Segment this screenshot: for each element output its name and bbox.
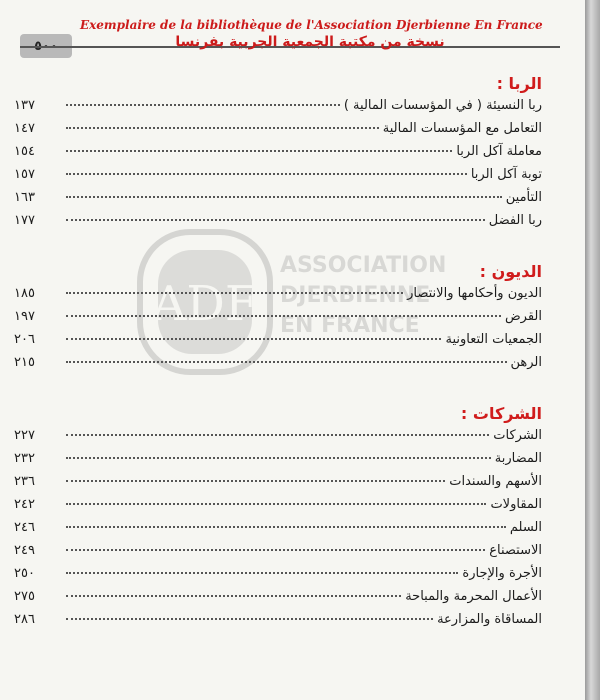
dot-leader	[66, 172, 467, 175]
dot-leader	[66, 433, 489, 436]
entry-title: الاستصناع	[489, 543, 542, 558]
dot-leader	[66, 548, 485, 551]
toc-entry	[14, 98, 542, 121]
toc-entry	[14, 520, 542, 543]
entry-title: التأمين	[505, 190, 542, 205]
toc-entry	[14, 144, 542, 167]
toc-entry	[14, 167, 542, 190]
entry-page-number: ١٦٣	[14, 190, 35, 205]
dot-leader	[66, 571, 458, 574]
entry-title: المقاولات	[490, 497, 542, 512]
entry-title: الأسهم والسندات	[449, 474, 542, 489]
section-heading: الشركات :	[460, 404, 542, 423]
dot-leader	[66, 314, 501, 317]
entry-page-number: ٢٣٦	[14, 474, 35, 489]
toc-section	[14, 400, 542, 635]
entry-title: الرهن	[510, 355, 542, 370]
entry-page-number: ١٤٧	[14, 121, 35, 136]
dot-leader	[66, 617, 433, 620]
toc-entry	[14, 474, 542, 497]
entry-title: الأجرة والإجارة	[462, 566, 542, 581]
entry-page-number: ٢٣٢	[14, 451, 35, 466]
table-of-contents	[14, 70, 542, 657]
entry-page-number: ٢٤٢	[14, 497, 35, 512]
toc-section	[14, 258, 542, 378]
entry-title: ربا النسيئة ( في المؤسسات المالية )	[343, 98, 542, 113]
entry-page-number: ٢٠٦	[14, 332, 35, 347]
entry-title: الديون وأحكامها والانتصار	[407, 286, 542, 301]
entry-page-number: ١٥٧	[14, 167, 35, 182]
entry-page-number: ١٣٧	[14, 98, 35, 113]
toc-entry	[14, 589, 542, 612]
entry-title: توبة آكل الربا	[470, 167, 542, 182]
entry-title: معاملة آكل الربا	[456, 144, 542, 159]
toc-entry	[14, 190, 542, 213]
watermark-line-2: DJERBIENNE	[280, 283, 431, 308]
watermark-line-1: ASSOCIATION	[280, 253, 447, 278]
toc-entry	[14, 309, 542, 332]
toc-entry	[14, 451, 542, 474]
toc-entry	[14, 286, 542, 309]
toc-entry	[14, 543, 542, 566]
dot-leader	[66, 360, 507, 363]
toc-entry	[14, 497, 542, 520]
toc-section	[14, 70, 542, 236]
entry-page-number: ٢٤٩	[14, 543, 35, 558]
dot-leader	[66, 456, 491, 459]
svg-text:ADF: ADF	[151, 276, 259, 332]
entry-page-number: ٢١٥	[14, 355, 35, 370]
entry-title: ربا الفضل	[488, 213, 542, 228]
entry-page-number: ١٩٧	[14, 309, 35, 324]
dot-leader	[66, 149, 452, 152]
entry-title: الشركات	[493, 428, 542, 443]
entry-page-number: ٢٥٠	[14, 566, 35, 581]
entry-page-number: ١٨٥	[14, 286, 35, 301]
entry-page-number: ١٧٧	[14, 213, 35, 228]
library-stamp-french: Exemplaire de la bibliothèque de l'Association Djerbienne En France	[80, 18, 543, 32]
dot-leader	[66, 502, 486, 505]
toc-entry	[14, 428, 542, 451]
dot-leader	[66, 195, 502, 198]
dot-leader	[66, 594, 401, 597]
toc-entry	[14, 213, 542, 236]
library-stamp-arabic: نسخة من مكتبة الجمعية الجربية بفرنسا	[175, 34, 445, 50]
toc-entry	[14, 121, 542, 144]
entry-title: القرض	[504, 309, 542, 324]
section-heading: الربا :	[496, 74, 542, 93]
dot-leader	[66, 479, 445, 482]
entry-title: الأعمال المحرمة والمباحة	[405, 589, 542, 604]
toc-entry	[14, 355, 542, 378]
entry-page-number: ٢٨٦	[14, 612, 35, 627]
entry-page-number: ٢٢٧	[14, 428, 35, 443]
dot-leader	[66, 218, 485, 221]
toc-entry	[14, 566, 542, 589]
toc-entry	[14, 332, 542, 355]
entry-page-number: ٢٤٦	[14, 520, 35, 535]
entry-title: المضاربة	[494, 451, 542, 466]
section-heading: الديون :	[479, 262, 542, 281]
entry-page-number: ٢٧٥	[14, 589, 35, 604]
watermark-line-3: EN FRANCE	[280, 313, 420, 338]
entry-title: التعامل مع المؤسسات المالية	[382, 121, 542, 136]
dot-leader	[66, 337, 441, 340]
entry-page-number: ١٥٤	[14, 144, 35, 159]
dot-leader	[66, 126, 379, 129]
dot-leader	[66, 103, 340, 106]
entry-title: السلم	[509, 520, 542, 535]
page-edge	[585, 0, 600, 700]
toc-entry	[14, 612, 542, 635]
entry-title: الجمعيات التعاونية	[445, 332, 542, 347]
dot-leader	[66, 291, 403, 294]
dot-leader	[66, 525, 506, 528]
entry-title: المساقاة والمزارعة	[437, 612, 542, 627]
